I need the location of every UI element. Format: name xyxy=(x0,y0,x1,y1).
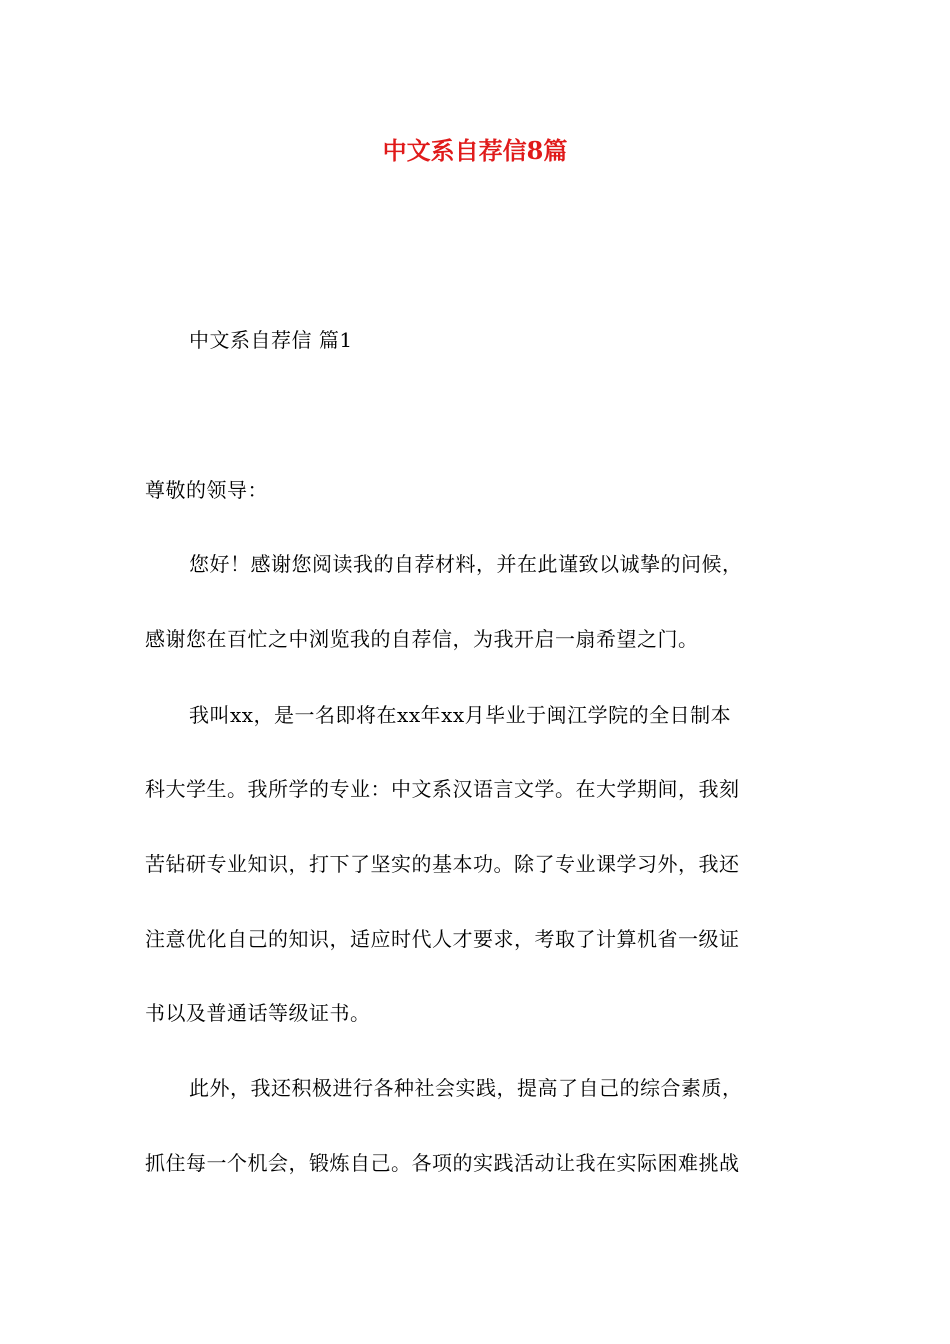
paragraph-line: 此外，我还积极进行各种社会实践，提高了自己的综合素质， xyxy=(189,1076,743,1100)
paragraph-line: 科大学生。我所学的专业：中文系汉语言文学。在大学期间，我刻 xyxy=(145,777,740,801)
paragraph-line: 我叫xx，是一名即将在xx年xx月毕业于闽江学院的全日制本 xyxy=(189,703,732,727)
section-heading: 中文系自荐信 篇1 xyxy=(189,328,353,352)
salutation: 尊敬的领导： xyxy=(145,478,268,502)
paragraph-line: 抓住每一个机会，锻炼自己。各项的实践活动让我在实际困难挑战 xyxy=(145,1151,740,1175)
paragraph-line: 注意优化自己的知识，适应时代人才要求，考取了计算机省一级证 xyxy=(145,927,740,951)
document-title: 中文系自荐信8篇 xyxy=(382,136,568,165)
paragraph-line: 感谢您在百忙之中浏览我的自荐信，为我开启一扇希望之门。 xyxy=(145,627,699,651)
paragraph-line: 您好！感谢您阅读我的自荐材料，并在此谨致以诚挚的问候， xyxy=(189,552,743,576)
paragraph-line: 书以及普通话等级证书。 xyxy=(145,1001,371,1025)
paragraph-line: 苦钻研专业知识，打下了坚实的基本功。除了专业课学习外，我还 xyxy=(145,852,740,876)
